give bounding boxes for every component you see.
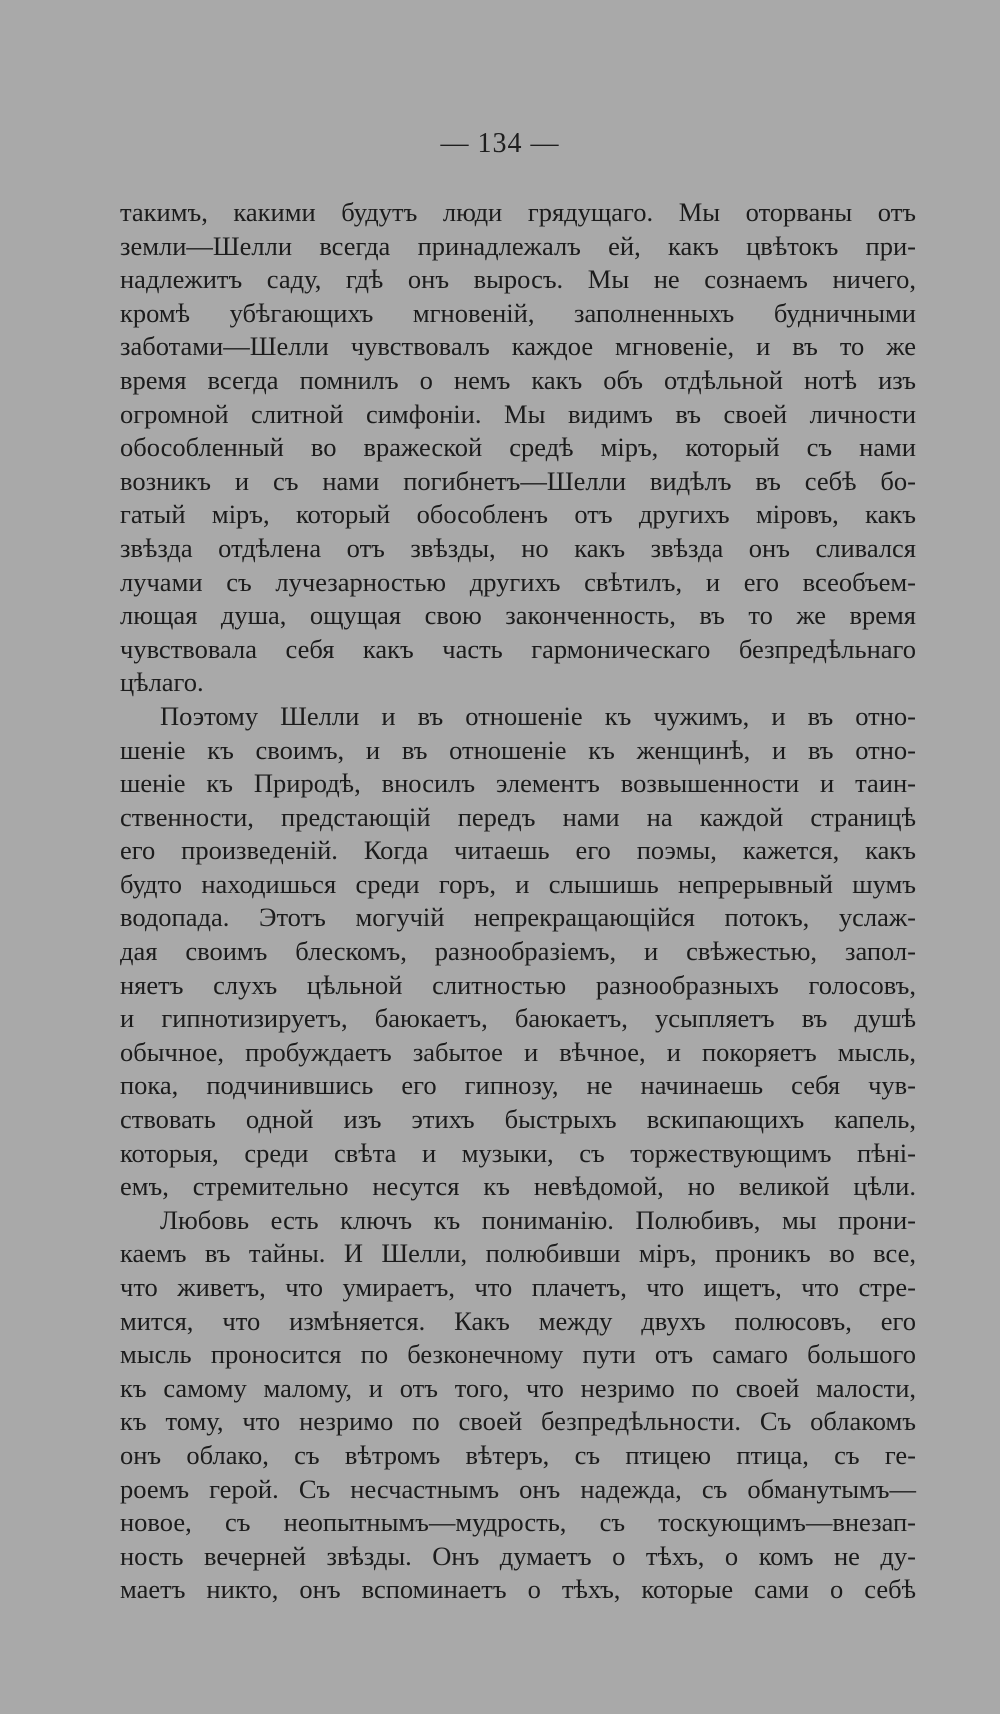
text-line: огромной слитной симфоніи. Мы видимъ въ своей личности xyxy=(120,398,916,429)
text-line: къ тому, что незримо по своей безпредѣльности. Съ облакомъ xyxy=(120,1406,916,1437)
text-line: и гипнотизируетъ, баюкаетъ, баюкаетъ, усыпляетъ въ душѣ xyxy=(120,1003,916,1034)
text-line: шеніе къ своимъ, и въ отношеніе къ женщинѣ, и въ отно- xyxy=(120,734,916,765)
text-line: надлежитъ саду, гдѣ онъ выросъ. Мы не сознаемъ ничего, xyxy=(120,264,916,295)
text-line: возникъ и съ нами погибнетъ—Шелли видѣлъ въ себѣ бо- xyxy=(120,465,916,496)
text-line: его произведеній. Когда читаешь его поэмы, кажется, какъ xyxy=(120,835,916,866)
paragraph-first-line: Любовь есть ключъ къ пониманію. Полюбивъ, мы прони- xyxy=(160,1204,916,1235)
text-line: дая своимъ блескомъ, разнообразіемъ, и свѣжестью, запол- xyxy=(120,936,916,967)
text-line: мится, что измѣняется. Какъ между двухъ полюсовъ, его xyxy=(120,1305,916,1336)
body-text xyxy=(120,196,916,1607)
text-line: звѣзда отдѣлена отъ звѣзды, но какъ звѣзда онъ сливался xyxy=(120,532,916,563)
text-line: новое, съ неопытнымъ—мудрость, съ тоскующимъ—внезап- xyxy=(120,1507,916,1538)
text-line: что живетъ, что умираетъ, что плачетъ, что ищетъ, что стре- xyxy=(120,1272,916,1302)
text-line: роемъ герой. Съ несчастнымъ онъ надежда, съ обманутымъ— xyxy=(120,1473,916,1504)
text-line: шеніе къ Природѣ, вносилъ элементъ возвышенности и таин- xyxy=(120,768,916,799)
text-line: лучами съ лучезарностью другихъ свѣтилъ, и его всеобъем- xyxy=(120,566,916,597)
text-line: гатый міръ, который обособленъ отъ другихъ міровъ, какъ xyxy=(120,499,916,530)
text-line: чувствовала себя какъ часть гармоническаго безпредѣльнаго xyxy=(120,633,916,664)
paragraph-first-line: Поэтому Шелли и въ отношеніе къ чужимъ, и въ отно- xyxy=(160,700,916,731)
text-line: обычное, пробуждаетъ забытое и вѣчное, и покоряетъ мысль, xyxy=(120,1036,916,1067)
text-line: водопада. Этотъ могучій непрекращающійся потокъ, услаж- xyxy=(120,902,916,933)
text-line: земли—Шелли всегда принадлежалъ ей, какъ цвѣтокъ при- xyxy=(120,230,916,261)
paragraph-end-line: емъ, стремительно несутся къ невѣдомой, но великой цѣли. xyxy=(120,1171,916,1202)
text-line: будто находишься среди горъ, и слышишь непрерывный шумъ xyxy=(120,868,916,899)
page-number: — 134 — xyxy=(440,128,560,159)
text-line: обособленный во вражеской средѣ міръ, который съ нами xyxy=(120,432,916,463)
text-line: каемъ въ тайны. И Шелли, полюбивши міръ, проникъ во все, xyxy=(120,1238,916,1269)
text-line: ствовать одной изъ этихъ быстрыхъ вскипающихъ капель, xyxy=(120,1104,916,1135)
text-line: заботами—Шелли чувствовалъ каждое мгновеніе, и въ то же xyxy=(120,331,916,362)
text-line: къ самому малому, и отъ того, что незримо по своей малости, xyxy=(120,1372,916,1403)
text-line: няетъ слухъ цѣльной слитностью разнообразныхъ голосовъ, xyxy=(120,969,916,1000)
text-line: ность вечерней звѣзды. Онъ думаетъ о тѣхъ, о комъ не ду- xyxy=(120,1540,916,1571)
text-line: такимъ, какими будутъ люди грядущаго. Мы оторваны отъ xyxy=(120,197,916,227)
text-line: которыя, среди свѣта и музыки, съ торжествующимъ пѣні- xyxy=(120,1137,916,1168)
text-line: мысль проносится по безконечному пути отъ самаго большого xyxy=(120,1339,916,1370)
text-line: кромѣ убѣгающихъ мгновеній, заполненныхъ будничными xyxy=(120,297,916,328)
text-line: ственности, предстающій передъ нами на каждой страницѣ xyxy=(120,801,916,832)
text-line: время всегда помнилъ о немъ какъ объ отдѣльной нотѣ изъ xyxy=(120,364,916,395)
text-line: онъ облако, съ вѣтромъ вѣтеръ, съ птицею птица, съ ге- xyxy=(120,1439,916,1470)
text-line: маетъ никто, онъ вспоминаетъ о тѣхъ, которые сами о себѣ xyxy=(120,1574,916,1605)
paragraph-end-line: цѣлаго. xyxy=(120,667,204,698)
text-line: лющая душа, ощущая свою законченность, въ то же время xyxy=(120,600,916,631)
text-line: пока, подчинившись его гипнозу, не начинаешь себя чув- xyxy=(120,1070,916,1101)
